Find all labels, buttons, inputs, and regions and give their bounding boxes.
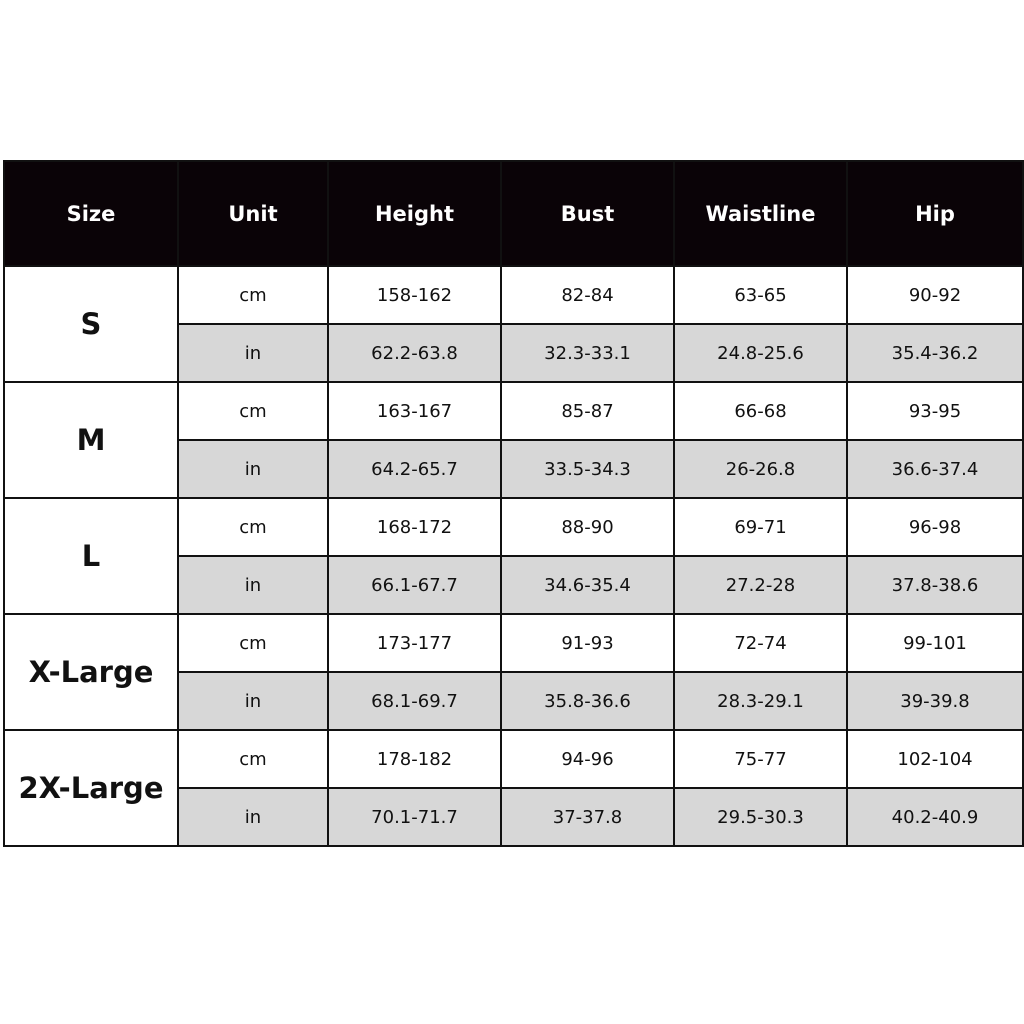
height-cell: 62.2-63.8 <box>328 324 501 382</box>
table-row <box>4 498 1023 556</box>
bust-cell: 88-90 <box>501 498 674 556</box>
hip-cell: 37.8-38.6 <box>847 556 1023 614</box>
header-row <box>4 161 1023 266</box>
unit-cell: in <box>178 788 328 846</box>
height-cell: 66.1-67.7 <box>328 556 501 614</box>
table-header <box>4 161 1023 266</box>
bust-cell: 82-84 <box>501 266 674 324</box>
bust-cell: 37-37.8 <box>501 788 674 846</box>
height-cell: 173-177 <box>328 614 501 672</box>
bust-cell: 35.8-36.6 <box>501 672 674 730</box>
bust-cell: 85-87 <box>501 382 674 440</box>
unit-cell: cm <box>178 730 328 788</box>
height-cell: 163-167 <box>328 382 501 440</box>
height-cell: 168-172 <box>328 498 501 556</box>
size-label: 2X-Large <box>4 730 178 846</box>
bust-cell: 33.5-34.3 <box>501 440 674 498</box>
size-label: M <box>4 382 178 498</box>
waistline-cell: 69-71 <box>674 498 847 556</box>
waistline-cell: 26-26.8 <box>674 440 847 498</box>
hip-cell: 90-92 <box>847 266 1023 324</box>
size-label: L <box>4 498 178 614</box>
table-body <box>4 266 1023 846</box>
waistline-cell: 66-68 <box>674 382 847 440</box>
header-size: Size <box>4 161 178 266</box>
hip-cell: 99-101 <box>847 614 1023 672</box>
height-cell: 158-162 <box>328 266 501 324</box>
waistline-cell: 27.2-28 <box>674 556 847 614</box>
header-bust: Bust <box>501 161 674 266</box>
height-cell: 178-182 <box>328 730 501 788</box>
table-row <box>4 730 1023 788</box>
hip-cell: 39-39.8 <box>847 672 1023 730</box>
size-chart-table <box>3 160 1024 847</box>
header-hip: Hip <box>847 161 1023 266</box>
unit-cell: cm <box>178 382 328 440</box>
waistline-cell: 28.3-29.1 <box>674 672 847 730</box>
header-unit: Unit <box>178 161 328 266</box>
table-row <box>4 266 1023 324</box>
waistline-cell: 29.5-30.3 <box>674 788 847 846</box>
waistline-cell: 72-74 <box>674 614 847 672</box>
hip-cell: 40.2-40.9 <box>847 788 1023 846</box>
table-row <box>4 382 1023 440</box>
table-row <box>4 614 1023 672</box>
bust-cell: 94-96 <box>501 730 674 788</box>
bust-cell: 32.3-33.1 <box>501 324 674 382</box>
hip-cell: 35.4-36.2 <box>847 324 1023 382</box>
unit-cell: in <box>178 556 328 614</box>
unit-cell: cm <box>178 498 328 556</box>
hip-cell: 102-104 <box>847 730 1023 788</box>
waistline-cell: 24.8-25.6 <box>674 324 847 382</box>
unit-cell: cm <box>178 266 328 324</box>
hip-cell: 96-98 <box>847 498 1023 556</box>
unit-cell: in <box>178 324 328 382</box>
unit-cell: in <box>178 672 328 730</box>
height-cell: 64.2-65.7 <box>328 440 501 498</box>
unit-cell: cm <box>178 614 328 672</box>
bust-cell: 34.6-35.4 <box>501 556 674 614</box>
size-label: S <box>4 266 178 382</box>
waistline-cell: 63-65 <box>674 266 847 324</box>
height-cell: 70.1-71.7 <box>328 788 501 846</box>
size-label: X-Large <box>4 614 178 730</box>
header-height: Height <box>328 161 501 266</box>
unit-cell: in <box>178 440 328 498</box>
height-cell: 68.1-69.7 <box>328 672 501 730</box>
waistline-cell: 75-77 <box>674 730 847 788</box>
header-waistline: Waistline <box>674 161 847 266</box>
hip-cell: 36.6-37.4 <box>847 440 1023 498</box>
hip-cell: 93-95 <box>847 382 1023 440</box>
bust-cell: 91-93 <box>501 614 674 672</box>
